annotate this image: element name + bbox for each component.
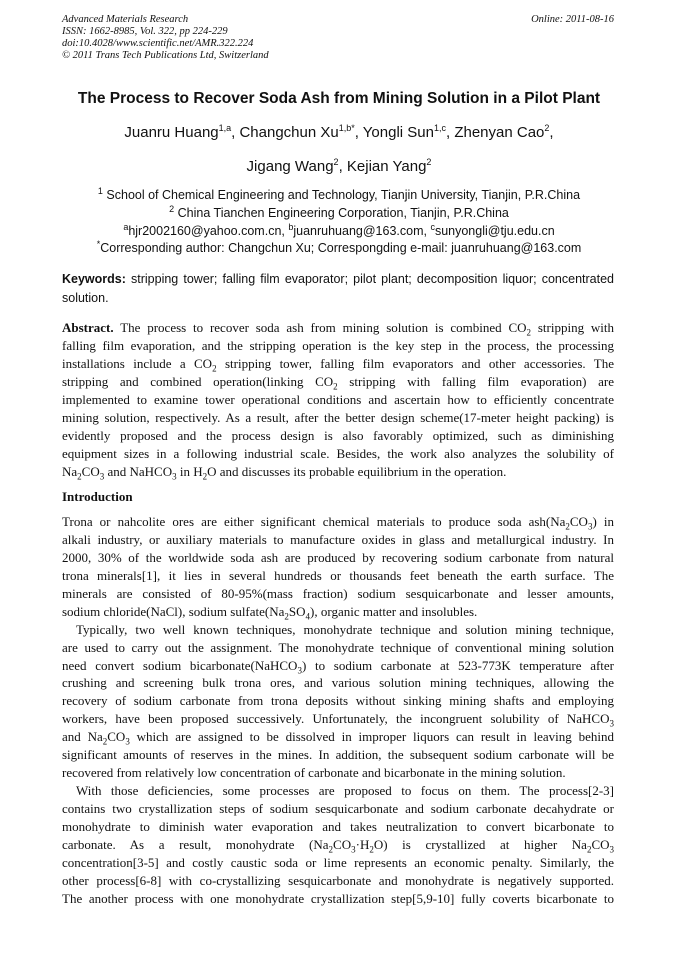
introduction-body bbox=[62, 513, 614, 908]
text-line: trona minerals[1], it lies in several hundreds or thousands feet beneath the earth surface. The bbox=[62, 567, 614, 583]
text-line: mining solution, respectively. As a result, after the better design scheme(17-meter height packing) is bbox=[62, 409, 614, 425]
copyright: © 2011 Trans Tech Publications Ltd, Switzerland bbox=[62, 50, 269, 61]
text-line: $Na_2CO_3$ and NaHCO$_3$ in $H_2O$ and discusses its probable equilibrium in the operation. bbox=[62, 463, 507, 482]
online-date: Online: 2011-08-16 bbox=[531, 14, 614, 25]
text-line: implemented to examine tower operational conditions and ascertain how to efficiently concentrate bbox=[62, 391, 614, 407]
text-line: are used to carry out the assignment. The monohydrate technique of conventional mining solution bbox=[62, 639, 614, 655]
journal-header bbox=[62, 14, 269, 62]
text-line: Typically, two well known techniques, monohydrate technique and solution mining technique, bbox=[76, 621, 614, 637]
text-line: Abstract. The process to recover soda ash from mining solution is combined $CO_2$ stripping with bbox=[62, 320, 614, 338]
text-line: workers, have been proposed successively. Unfortunately, the incongruent solubility of NaHCO$_3$ bbox=[62, 711, 614, 729]
text-line: alkali industry, or auxiliary materials to manufacture oxides in glass and metallurgical industry. In bbox=[62, 531, 614, 547]
text-line: stripping and combined operation(linking $CO_2$ stripping with falling film evaporation) are bbox=[62, 373, 615, 392]
text-line: With those deficiencies, some processes are proposed to focus on them. The process[2-3] bbox=[76, 783, 614, 799]
journal-name: Advanced Materials Research bbox=[62, 14, 189, 25]
text-line: recovery of sodium carbonate from trona deposits without sinking mining shafts and employing bbox=[62, 693, 614, 709]
keywords-text: stripping tower; falling film evaporator; pilot plant; decomposition liquor; concentrated solution. bbox=[62, 272, 614, 305]
affiliation-1: $^1$ School of Chemical Engineering and Technology, Tianjin University, Tianjin, P.R.China bbox=[97, 185, 581, 202]
text-line: crushing and screening bulk trona ores, and various solution mining techniques, allowing the bbox=[62, 675, 614, 691]
corresponding-author: *Corresponding author: Changchun Xu; Correspongding e-mail: juanruhuang@163.com bbox=[96, 238, 582, 255]
text-line: installations include a $CO_2$ stripping tower, falling film evaporators and other accessories. The bbox=[62, 355, 615, 374]
text-line: recovered from relatively low concentration of carbonate and bicarbonate in the mining solution. bbox=[62, 765, 566, 781]
text-line: Trona or nahcolite ores are either significant chemical materials to produce soda $ash(Na_2CO_3)$ in bbox=[62, 514, 614, 532]
keywords bbox=[62, 270, 614, 308]
issn: ISSN: 1662-8985, Vol. 322, pp 224-229 bbox=[62, 26, 228, 37]
abstract bbox=[62, 319, 614, 480]
text-line: and $Na_2CO_3$ which are assigned to be dissolved in improper liquors can result in leaving behind bbox=[62, 729, 614, 747]
text-line: minerals are consisted of 80-95%(mass fraction) sodium sesquicarbonate and lesser amounts, bbox=[62, 585, 614, 601]
text-line: need convert sodium bicarbonate(NaHCO$_3$) to sodium carbonate at 523-773K temperature after bbox=[62, 657, 615, 676]
authors-line-2: Jigang Wang$^2$, Kejian Yang$^2$ bbox=[246, 157, 432, 175]
text-line: significant amounts of reserves in the mines. In addition, the subsequent sodium carbonate will be bbox=[62, 747, 614, 763]
text-line: evidently proposed and the process design is also favorably optimized, such as diminishing bbox=[62, 427, 614, 443]
authors-line-1: Juanru Huang$^{1,a}$, Changchun $Xu^{1,b*}$, Yongli Sun$^{1,c}$, Zhenyan Cao$^2$, bbox=[124, 123, 554, 141]
paper-title: The Process to Recover Soda Ash from Mining Solution in a Pilot Plant bbox=[77, 90, 601, 107]
text-line: equipment sizes in a following industrial scale. Besides, the work also analyzes the solubility of bbox=[62, 445, 614, 461]
text-line: monohydrate to diminish water evaporation and takes neutralization to convert bicarbonate to bbox=[62, 818, 614, 834]
text-line: contains two crystallization steps of sodium sesquicarbonate and sodium carbonate decahydrate or bbox=[62, 801, 614, 816]
text-line: concentration[3-5] and costly caustic soda or lime represents an economic penalty. Similarly, the bbox=[62, 854, 614, 870]
author-emails: $^a$hjr2002160@yahoo.com.cn, $^b$juanruhuang@163.com, $^c$sunyongli@tju.edu.cn bbox=[123, 221, 555, 238]
affiliation-2: $^2$ China Tianchen Engineering Corporation, Tianjin, P.R.China bbox=[169, 203, 509, 220]
text-line: 2000, 30% of the worldwide soda ash are produced by recovering sodium carbonate from natural bbox=[62, 549, 614, 565]
text-line: sodium chloride(NaCl), sodium $sulfate(Na_2SO_4)$, organic matter and insolubles. bbox=[62, 603, 478, 622]
text-line: falling film evaporation, and the stripping operation is the key step in the process, the processing bbox=[62, 337, 614, 353]
doi[interactable]: doi:10.4028/www.scientific.net/AMR.322.224 bbox=[62, 38, 254, 49]
text-line: The another process with one monohydrate crystallization step[5,9-10] fully coverts bicarbonate to bbox=[62, 890, 614, 906]
section-heading-introduction: Introduction bbox=[62, 489, 133, 504]
text-line: carbonate. As a result, monohydrate $(Na_2CO_3\cdot H_2O)$ is crystallized at higher $Na_2CO_3$ bbox=[62, 836, 615, 855]
text-line: other process[6-8] with co-crystallizing sesquicarbonate and monohydrate is negatively supported. bbox=[62, 872, 614, 888]
keywords-label: Keywords: bbox=[62, 272, 126, 286]
